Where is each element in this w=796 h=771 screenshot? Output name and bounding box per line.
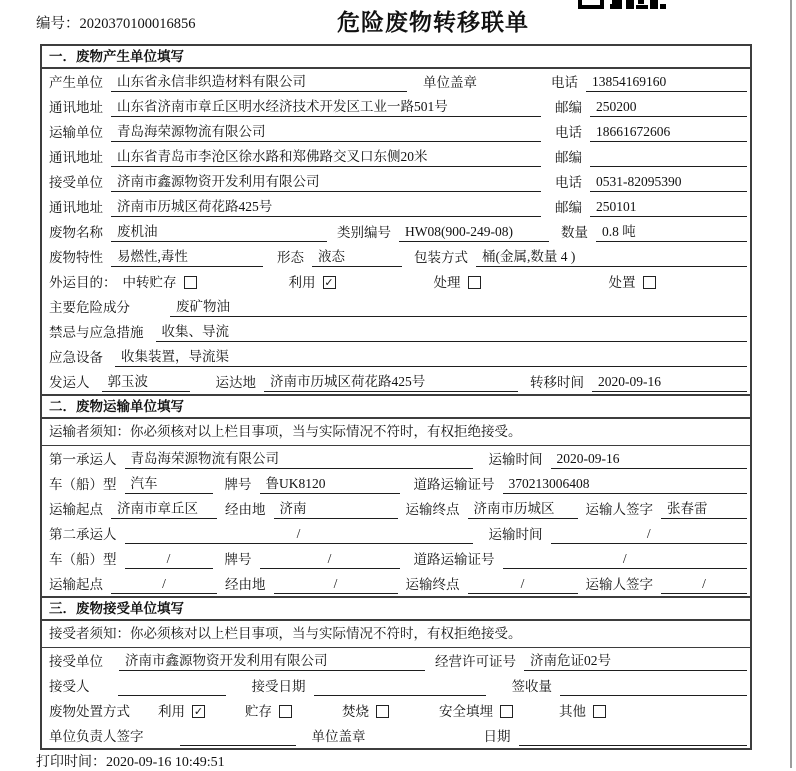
- checkbox-option: [245, 702, 292, 721]
- form-field: 济南市章丘区: [111, 499, 217, 519]
- form-row: [42, 496, 750, 521]
- notice-text: 接受者须知：你必须核对以上栏目事项，当与实际情况不符时，有权拒绝接受。: [42, 621, 750, 648]
- form-field: /: [468, 574, 578, 594]
- section-receiver: [42, 596, 750, 748]
- form-field: 郭玉波: [102, 372, 190, 392]
- section-header: 二．废物运输单位填写: [42, 396, 750, 419]
- checkbox-label: 中转贮存: [122, 275, 177, 290]
- form-label: 废物名称: [49, 225, 103, 240]
- form-field: 山东省青岛市李沧区徐水路和郑佛路交叉口东侧20米: [111, 147, 541, 167]
- form-field: 济南市历城区荷花路425号: [111, 197, 541, 217]
- form-field: 2020-09-16: [592, 372, 747, 392]
- form-label: 车（船）型: [49, 552, 117, 567]
- checkbox-label: 处置: [608, 275, 636, 290]
- form-field: 张春雷: [661, 499, 747, 519]
- form-label: 产生单位: [49, 75, 103, 90]
- form-label: 邮编: [555, 100, 582, 115]
- form-row: [42, 169, 750, 194]
- form-field: 济南市历城区荷花路425号: [264, 372, 518, 392]
- form-row: [42, 294, 750, 319]
- checkbox-empty-icon: [376, 705, 389, 718]
- form-row: [42, 698, 750, 723]
- form-field: [180, 727, 296, 746]
- form-field: 0.8 吨: [596, 222, 747, 242]
- form-field: 0531-82095390: [590, 172, 747, 192]
- checkbox-label: 利用: [288, 275, 316, 290]
- checkbox-option: [434, 273, 481, 292]
- form-field: /: [274, 574, 398, 594]
- form-label: 运输人签字: [585, 502, 653, 517]
- checkbox-label: 焚烧: [342, 704, 369, 719]
- checkbox-empty-icon: [279, 705, 292, 718]
- section-header: 三．废物接受单位填写: [42, 598, 750, 621]
- form-field: 济南市鑫源物资开发利用有限公司: [111, 172, 541, 192]
- checkbox-label: 处理: [433, 275, 461, 290]
- form-field: 济南市历城区: [468, 499, 578, 519]
- section-header: 一．废物产生单位填写: [42, 46, 750, 69]
- form-field: 汽车: [125, 474, 213, 494]
- form-field: 13854169160: [586, 72, 747, 92]
- form-field: 液态: [312, 247, 402, 267]
- form-label: 运输起点: [49, 577, 103, 592]
- form-field: /: [503, 549, 748, 569]
- form-field: /: [125, 549, 213, 569]
- checkbox-option: [342, 702, 389, 721]
- form-label: 电话: [551, 75, 578, 90]
- form-field: [560, 677, 747, 696]
- form-field: 山东省济南市章丘区明水经济技术开发区工业一路501号: [111, 97, 541, 117]
- checkbox-label: 其他: [559, 704, 586, 719]
- form-row: [42, 94, 750, 119]
- checkbox-option: [158, 702, 205, 721]
- form-label: 运输时间: [488, 452, 543, 467]
- form-label: 运输单位: [49, 125, 103, 140]
- form-label: 签收量: [511, 679, 552, 694]
- form-row: [42, 319, 750, 344]
- form-label: 单位负责人签字: [49, 729, 144, 744]
- form-row: [42, 194, 750, 219]
- form-field: 250200: [590, 97, 747, 117]
- checkbox-checked-icon: ✓: [193, 705, 204, 718]
- notice-text: 运输者须知：你必须核对以上栏目事项，当与实际情况不符时，有权拒绝接受。: [42, 419, 750, 446]
- form-field: /: [260, 549, 400, 569]
- form-label: 经由地: [225, 577, 266, 592]
- form-label: 接受单位: [49, 175, 103, 190]
- form-label: 单位盖章: [311, 729, 366, 744]
- form-field: /: [661, 574, 747, 594]
- form-label: 通讯地址: [49, 150, 103, 165]
- checkbox-option: [439, 702, 513, 721]
- form-label: 经由地: [225, 502, 266, 517]
- form-label: 发运人: [49, 375, 90, 390]
- form-row: [42, 269, 750, 294]
- form-label: 道路运输证号: [413, 552, 495, 567]
- form-label: 废物特性: [49, 250, 103, 265]
- form-label: 接受单位: [49, 654, 103, 669]
- form-label: 主要危险成分: [49, 300, 130, 315]
- form-field: 废机油: [111, 222, 327, 242]
- form-field: 山东省永信非织造材料有限公司: [111, 72, 407, 92]
- form-field: [519, 727, 748, 746]
- form-field: 收集、导流: [156, 322, 748, 342]
- form-field: 收集装置，导流渠: [115, 347, 747, 367]
- form-row: [42, 673, 750, 698]
- form-row: [42, 471, 750, 496]
- form-label: 接受日期: [251, 679, 306, 694]
- form-row: [42, 723, 750, 748]
- form-label: 单位盖章: [423, 75, 477, 90]
- checkbox-empty-icon: [593, 705, 606, 718]
- form-field: /: [111, 574, 217, 594]
- serial-value: 2020370100016856: [79, 16, 196, 32]
- form-label: 第一承运人: [49, 452, 117, 467]
- form-table: [40, 44, 752, 750]
- form-field: 废矿物油: [170, 297, 747, 317]
- form-label: 运输终点: [405, 577, 460, 592]
- form-field: 济南危证02号: [524, 651, 747, 671]
- form-field: [314, 677, 486, 696]
- form-row: [42, 648, 750, 673]
- form-field: 易燃性,毒性: [111, 247, 263, 267]
- form-label: 道路运输证号: [413, 477, 495, 492]
- form-field: 青岛海荣源物流有限公司: [111, 122, 541, 142]
- form-label: 电话: [555, 125, 582, 140]
- form-label: 禁忌与应急措施: [49, 325, 144, 340]
- form-label: 牌号: [224, 477, 252, 492]
- form-label: 接受人: [49, 679, 90, 694]
- serial-label: 编号：: [36, 16, 80, 32]
- form-label: 邮编: [555, 150, 582, 165]
- form-label: 车（船）型: [49, 477, 117, 492]
- form-row: [42, 244, 750, 269]
- form-row: [42, 219, 750, 244]
- form-label: 运输终点: [405, 502, 460, 517]
- checkbox-label: 利用: [158, 704, 185, 719]
- form-label: 转移时间: [530, 375, 584, 390]
- form-label: 运输起点: [49, 502, 103, 517]
- form-row: [42, 69, 750, 94]
- page-edge-line: [790, 0, 792, 768]
- form-label: 牌号: [224, 552, 252, 567]
- checkbox-empty-icon: [643, 276, 656, 289]
- print-time-label: 打印时间：: [36, 755, 106, 770]
- form-label: 包装方式: [414, 250, 468, 265]
- form-field: 济南: [274, 499, 398, 519]
- form-label: 日期: [483, 729, 511, 744]
- form-label: 形态: [277, 250, 304, 265]
- form-label: 通讯地址: [49, 100, 103, 115]
- form-label: 运输时间: [488, 527, 543, 542]
- section-generator: [42, 46, 750, 394]
- form-field: 桶(金属,数量 4 ): [476, 247, 747, 267]
- form-field: 370213006408: [503, 474, 748, 494]
- form-row: [42, 144, 750, 169]
- form-field: 2020-09-16: [551, 449, 748, 469]
- form-row: [42, 119, 750, 144]
- form-label: 经营许可证号: [435, 654, 516, 669]
- checkbox-empty-icon: [500, 705, 513, 718]
- form-label: 废物处置方式: [49, 704, 130, 719]
- form-label: 类别编号: [337, 225, 391, 240]
- form-label: 电话: [555, 175, 582, 190]
- form-row: [42, 521, 750, 546]
- form-field: /: [551, 524, 748, 544]
- form-field: 鲁UK8120: [260, 474, 400, 494]
- form-label: 数量: [561, 225, 588, 240]
- checkbox-option: [123, 273, 197, 292]
- form-field: 青岛海荣源物流有限公司: [125, 449, 473, 469]
- form-label: 运达地: [215, 375, 256, 390]
- checkbox-checked-icon: ✓: [324, 276, 334, 289]
- form-label: 邮编: [555, 200, 582, 215]
- form-field: [118, 677, 226, 696]
- checkbox-empty-icon: [184, 276, 197, 289]
- form-row: [42, 344, 750, 369]
- form-row: [42, 571, 750, 596]
- form-label: 运输人签字: [585, 577, 653, 592]
- checkbox-empty-icon: [468, 276, 481, 289]
- checkbox-option: [559, 702, 606, 721]
- print-time-line: [36, 751, 225, 771]
- form-field: 18661672606: [590, 122, 747, 142]
- checkbox-label: 贮存: [245, 704, 272, 719]
- checkbox-label: 安全填埋: [439, 704, 493, 719]
- form-field: HW08(900-249-08): [399, 222, 549, 242]
- form-field: 济南市鑫源物资开发利用有限公司: [119, 651, 425, 671]
- checkbox-option: [289, 273, 336, 292]
- form-row: [42, 369, 750, 394]
- form-field: [590, 148, 747, 167]
- form-label: 通讯地址: [49, 200, 103, 215]
- form-field: /: [125, 524, 473, 544]
- form-label: 第二承运人: [49, 527, 117, 542]
- print-time-value: 2020-09-16 10:49:51: [106, 755, 225, 770]
- form-field: 250101: [590, 197, 747, 217]
- page-title: 危险废物转移联单: [337, 10, 529, 35]
- section-transporter: [42, 394, 750, 596]
- form-label: 应急设备: [49, 350, 103, 365]
- form-label: 外运目的：: [49, 275, 117, 290]
- form-row: [42, 446, 750, 471]
- checkbox-option: [609, 273, 656, 292]
- form-row: [42, 546, 750, 571]
